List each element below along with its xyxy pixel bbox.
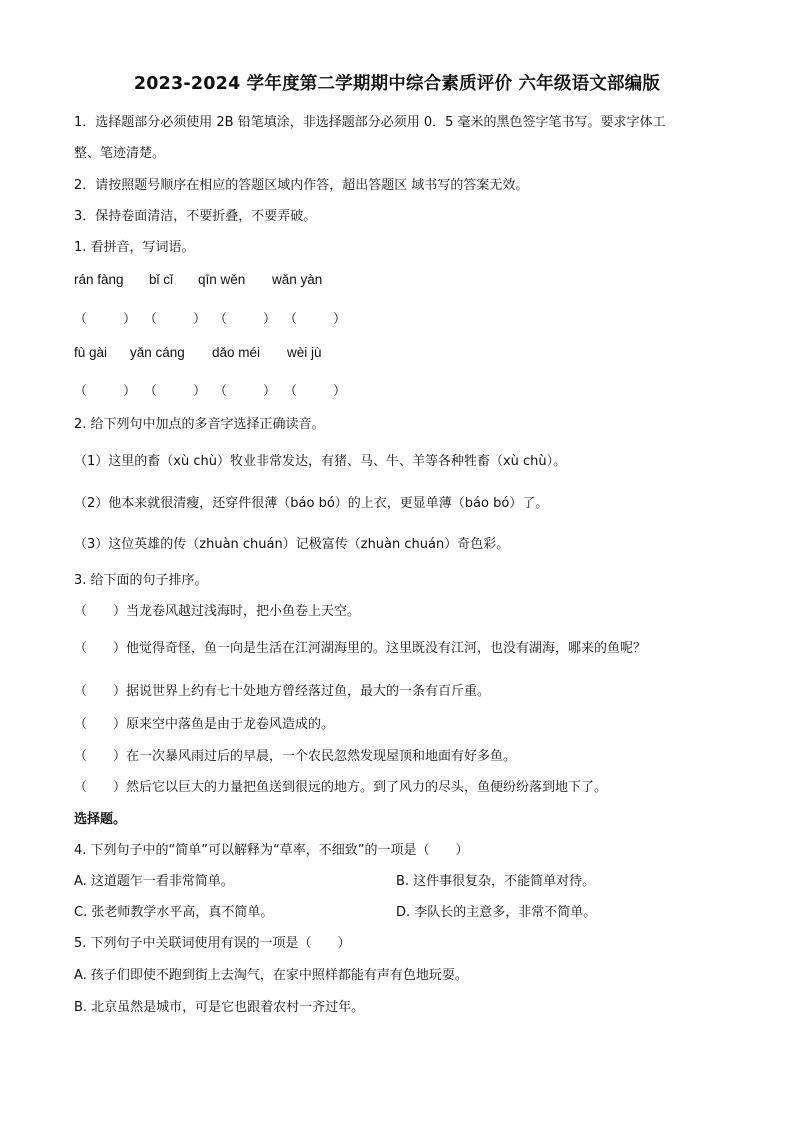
q2-item-2: （2）他本来就很清瘦，还穿件很薄（báo bó）的上衣，更显单薄（báo bó）了。 [74,496,549,511]
instruction-1-cont: 整、笔迹清楚。 [74,146,166,161]
answer-blank[interactable]: （ ） [144,384,207,399]
answer-blank[interactable]: （ ） [214,312,277,327]
q3-item-3: （ ）据说世界上约有七十处地方曾经落过鱼，最大的一条有百斤重。 [74,684,491,699]
answer-blank[interactable]: （ ） [284,312,347,327]
q1-answer-row-1 [74,308,354,327]
pinyin: fù gài [74,345,108,360]
pinyin: yǎn cáng [130,345,185,360]
q4-option-d[interactable]: D. 李队长的主意多，非常不简单。 [396,905,597,920]
q3-item-5: （ ）在一次暴风雨过后的早晨，一个农民忽然发现屋顶和地面有好多鱼。 [74,749,517,764]
q1-stem: 1. 看拼音，写词语。 [74,240,195,255]
pinyin: dǎo méi [212,345,261,360]
q4-option-c[interactable]: C. 张老师教学水平高，真不简单。 [74,905,274,920]
instruction-2: 2．请按照题号顺序在相应的答题区域内作答，超出答题区 域书写的答案无效。 [74,178,529,193]
q3-item-4: （ ）原来空中落鱼是由于龙卷风造成的。 [74,717,335,732]
q1-pinyin-row-1 [74,272,322,287]
q3-item-2: （ ）他觉得奇怪，鱼一向是生活在江河湖海里的。这里既没有江河，也没有湖海，哪来的鱼呢？ [74,641,647,656]
q3-stem: 3. 给下面的句子排序。 [74,573,208,588]
answer-blank[interactable]: （ ） [74,312,137,327]
q5-stem: 5. 下列句子中关联词使用有误的一项是（ ） [74,936,351,951]
q5-option-a[interactable]: A. 孩子们即使不跑到街上去淘气，在家中照样都能有声有色地玩耍。 [74,968,468,983]
instruction-3: 3．保持卷面清洁，不要折叠，不要弄破。 [74,209,317,224]
pinyin: wèi jù [287,345,322,360]
pinyin: qīn wěn [198,272,246,287]
q2-item-1: （1）这里的畜（xù chù）牧业非常发达，有猪、马、牛、羊等各种牲畜（xù chù）。 [74,454,567,469]
q4-option-b[interactable]: B. 这件事很复杂，不能简单对待。 [396,874,596,889]
q3-item-1: （ ）当龙卷风越过浅海时，把小鱼卷上天空。 [74,604,361,619]
q4-stem: 4. 下列句子中的“简单”可以解释为“草率，不细致”的一项是（ ） [74,843,469,858]
pinyin: bǐ cǐ [149,272,174,287]
section-heading-choice: 选择题。 [74,812,127,827]
page-title: 2023-2024 学年度第二学期期中综合素质评价 六年级语文部编版 [133,74,661,94]
q3-item-6: （ ）然后它以巨大的力量把鱼送到很远的地方。到了风力的尽头，鱼便纷纷落到地下了。 [74,780,608,795]
pinyin: wǎn yàn [272,272,323,287]
q2-stem: 2. 给下列句中加点的多音字选择正确读音。 [74,417,325,432]
answer-blank[interactable]: （ ） [214,384,277,399]
answer-blank[interactable]: （ ） [144,312,207,327]
pinyin: rán fàng [74,272,124,287]
answer-blank[interactable]: （ ） [284,384,347,399]
instruction-1: 1．选择题部分必须使用 2B 铅笔填涂，非选择题部分必须用 0．5 毫米的黑色签字笔书写。要求字体工 [74,115,666,130]
q1-answer-row-2 [74,380,354,399]
q2-item-3: （3）这位英雄的传（zhuàn chuán）记极富传（zhuàn chuán）奇色彩。 [74,537,510,552]
q5-option-b[interactable]: B. 北京虽然是城市，可是它也跟着农村一齐过年。 [74,1000,365,1015]
q1-pinyin-row-2 [74,345,322,360]
q4-option-a[interactable]: A. 这道题乍一看非常简单。 [74,874,234,889]
answer-blank[interactable]: （ ） [74,384,137,399]
